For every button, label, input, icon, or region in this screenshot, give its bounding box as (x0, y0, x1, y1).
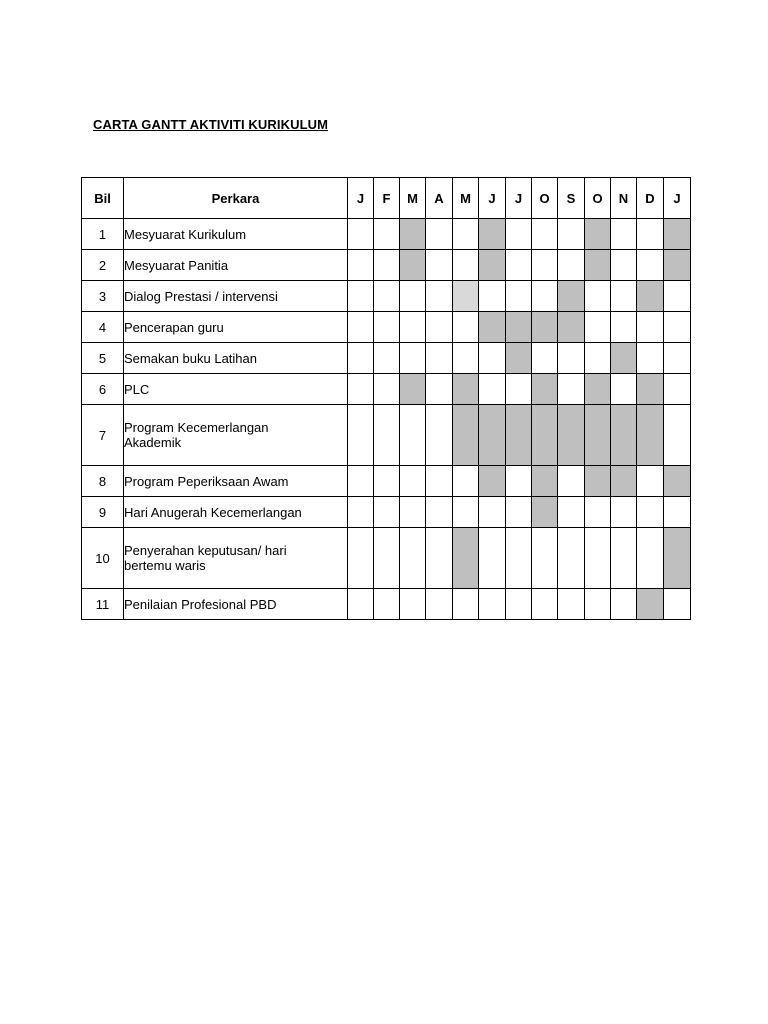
activity-name: Mesyuarat Kurikulum (124, 219, 348, 250)
empty-cell (611, 219, 637, 250)
activity-row (82, 528, 691, 589)
empty-cell (348, 219, 374, 250)
row-number: 11 (82, 589, 124, 620)
empty-cell (348, 497, 374, 528)
empty-cell (479, 589, 506, 620)
activity-name: Dialog Prestasi / intervensi (124, 281, 348, 312)
empty-cell (400, 405, 426, 466)
empty-cell (664, 374, 691, 405)
month-header: F (374, 178, 400, 219)
row-number: 3 (82, 281, 124, 312)
activity-name: Pencerapan guru (124, 312, 348, 343)
empty-cell (611, 250, 637, 281)
empty-cell (426, 497, 453, 528)
month-header: J (348, 178, 374, 219)
empty-cell (374, 343, 400, 374)
empty-cell (426, 343, 453, 374)
gantt-table (81, 177, 691, 620)
scheduled-cell (532, 374, 558, 405)
activity-row (82, 219, 691, 250)
empty-cell (479, 343, 506, 374)
empty-cell (558, 250, 585, 281)
empty-cell (400, 466, 426, 497)
activity-name: Mesyuarat Panitia (124, 250, 348, 281)
empty-cell (558, 497, 585, 528)
empty-cell (348, 466, 374, 497)
header-bil: Bil (82, 178, 124, 219)
empty-cell (400, 281, 426, 312)
empty-cell (585, 497, 611, 528)
activity-row (82, 589, 691, 620)
empty-cell (348, 528, 374, 589)
activity-name: Semakan buku Latihan (124, 343, 348, 374)
row-number: 2 (82, 250, 124, 281)
empty-cell (400, 312, 426, 343)
scheduled-cell (664, 219, 691, 250)
empty-cell (558, 374, 585, 405)
month-header: O (532, 178, 558, 219)
empty-cell (479, 497, 506, 528)
scheduled-cell (585, 466, 611, 497)
empty-cell (611, 528, 637, 589)
empty-cell (664, 405, 691, 466)
scheduled-cell (532, 312, 558, 343)
empty-cell (532, 250, 558, 281)
month-header: N (611, 178, 637, 219)
empty-cell (532, 343, 558, 374)
scheduled-cell (453, 405, 479, 466)
empty-cell (558, 466, 585, 497)
empty-cell (400, 528, 426, 589)
empty-cell (453, 250, 479, 281)
scheduled-cell (453, 374, 479, 405)
empty-cell (664, 312, 691, 343)
empty-cell (611, 374, 637, 405)
empty-cell (426, 528, 453, 589)
empty-cell (506, 281, 532, 312)
empty-cell (611, 281, 637, 312)
empty-cell (637, 219, 664, 250)
header-perkara: Perkara (124, 178, 348, 219)
empty-cell (664, 281, 691, 312)
scheduled-cell (479, 250, 506, 281)
empty-cell (374, 250, 400, 281)
empty-cell (532, 589, 558, 620)
row-number: 8 (82, 466, 124, 497)
scheduled-cell (637, 589, 664, 620)
row-number: 4 (82, 312, 124, 343)
month-header: D (637, 178, 664, 219)
scheduled-cell (637, 281, 664, 312)
activity-name: PLC (124, 374, 348, 405)
empty-cell (479, 281, 506, 312)
activity-row (82, 466, 691, 497)
month-header: J (664, 178, 691, 219)
empty-cell (374, 466, 400, 497)
scheduled-cell (506, 312, 532, 343)
scheduled-cell (664, 466, 691, 497)
scheduled-cell (585, 405, 611, 466)
month-header: O (585, 178, 611, 219)
empty-cell (585, 589, 611, 620)
activity-name: Penyerahan keputusan/ hari bertemu waris (124, 528, 348, 589)
scheduled-cell (637, 405, 664, 466)
row-number: 10 (82, 528, 124, 589)
empty-cell (348, 312, 374, 343)
scheduled-cell (532, 405, 558, 466)
empty-cell (637, 497, 664, 528)
scheduled-cell (400, 250, 426, 281)
scheduled-cell (506, 405, 532, 466)
empty-cell (637, 343, 664, 374)
scheduled-cell (453, 281, 479, 312)
month-header: S (558, 178, 585, 219)
empty-cell (479, 374, 506, 405)
empty-cell (453, 497, 479, 528)
empty-cell (453, 219, 479, 250)
empty-cell (400, 497, 426, 528)
empty-cell (585, 312, 611, 343)
scheduled-cell (479, 466, 506, 497)
empty-cell (637, 312, 664, 343)
scheduled-cell (637, 374, 664, 405)
scheduled-cell (664, 528, 691, 589)
scheduled-cell (400, 374, 426, 405)
empty-cell (506, 250, 532, 281)
empty-cell (664, 497, 691, 528)
activity-row (82, 250, 691, 281)
empty-cell (453, 312, 479, 343)
row-number: 6 (82, 374, 124, 405)
empty-cell (637, 528, 664, 589)
empty-cell (532, 528, 558, 589)
empty-cell (426, 312, 453, 343)
empty-cell (664, 589, 691, 620)
activity-name: Program Peperiksaan Awam (124, 466, 348, 497)
empty-cell (532, 281, 558, 312)
month-header: A (426, 178, 453, 219)
activity-row (82, 281, 691, 312)
empty-cell (426, 374, 453, 405)
empty-cell (426, 589, 453, 620)
empty-cell (374, 281, 400, 312)
empty-cell (374, 528, 400, 589)
row-number: 7 (82, 405, 124, 466)
scheduled-cell (611, 405, 637, 466)
activity-row (82, 405, 691, 466)
empty-cell (611, 312, 637, 343)
scheduled-cell (664, 250, 691, 281)
empty-cell (453, 343, 479, 374)
month-header: J (506, 178, 532, 219)
empty-cell (348, 405, 374, 466)
empty-cell (585, 343, 611, 374)
scheduled-cell (453, 528, 479, 589)
activity-row (82, 374, 691, 405)
scheduled-cell (506, 343, 532, 374)
empty-cell (374, 219, 400, 250)
row-number: 1 (82, 219, 124, 250)
activity-row (82, 497, 691, 528)
empty-cell (374, 374, 400, 405)
empty-cell (558, 219, 585, 250)
empty-cell (348, 250, 374, 281)
scheduled-cell (400, 219, 426, 250)
scheduled-cell (479, 219, 506, 250)
empty-cell (426, 281, 453, 312)
empty-cell (611, 497, 637, 528)
empty-cell (348, 374, 374, 405)
empty-cell (426, 250, 453, 281)
empty-cell (453, 466, 479, 497)
empty-cell (506, 219, 532, 250)
empty-cell (664, 343, 691, 374)
document-title: CARTA GANTT AKTIVITI KURIKULUM (93, 117, 329, 132)
empty-cell (374, 405, 400, 466)
empty-cell (532, 219, 558, 250)
row-number: 5 (82, 343, 124, 374)
activity-name: Program Kecemerlangan Akademik (124, 405, 348, 466)
month-header: M (400, 178, 426, 219)
empty-cell (348, 281, 374, 312)
gantt-body (82, 219, 691, 620)
empty-cell (506, 497, 532, 528)
scheduled-cell (479, 312, 506, 343)
empty-cell (506, 528, 532, 589)
empty-cell (374, 497, 400, 528)
empty-cell (374, 589, 400, 620)
header-row (82, 178, 691, 219)
empty-cell (637, 250, 664, 281)
scheduled-cell (479, 405, 506, 466)
scheduled-cell (585, 219, 611, 250)
empty-cell (479, 528, 506, 589)
activity-name: Penilaian Profesional PBD (124, 589, 348, 620)
empty-cell (585, 528, 611, 589)
month-header: M (453, 178, 479, 219)
activity-name: Hari Anugerah Kecemerlangan (124, 497, 348, 528)
scheduled-cell (611, 466, 637, 497)
empty-cell (348, 589, 374, 620)
empty-cell (558, 589, 585, 620)
empty-cell (453, 589, 479, 620)
empty-cell (637, 466, 664, 497)
scheduled-cell (611, 343, 637, 374)
empty-cell (400, 343, 426, 374)
empty-cell (558, 343, 585, 374)
empty-cell (426, 219, 453, 250)
scheduled-cell (585, 250, 611, 281)
empty-cell (506, 589, 532, 620)
empty-cell (426, 466, 453, 497)
empty-cell (374, 312, 400, 343)
empty-cell (426, 405, 453, 466)
scheduled-cell (558, 405, 585, 466)
month-header: J (479, 178, 506, 219)
empty-cell (558, 528, 585, 589)
activity-row (82, 312, 691, 343)
scheduled-cell (532, 497, 558, 528)
empty-cell (506, 466, 532, 497)
scheduled-cell (585, 374, 611, 405)
empty-cell (348, 343, 374, 374)
row-number: 9 (82, 497, 124, 528)
scheduled-cell (532, 466, 558, 497)
scheduled-cell (558, 312, 585, 343)
scheduled-cell (558, 281, 585, 312)
activity-row (82, 343, 691, 374)
empty-cell (400, 589, 426, 620)
empty-cell (611, 589, 637, 620)
empty-cell (585, 281, 611, 312)
empty-cell (506, 374, 532, 405)
